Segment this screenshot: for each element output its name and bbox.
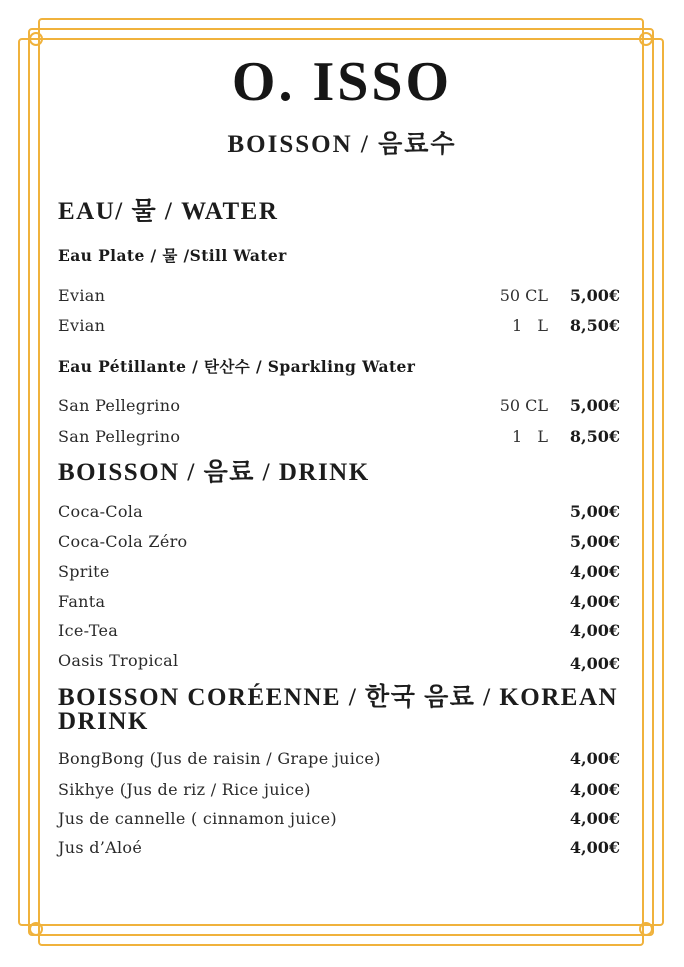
item-size: 50 CL xyxy=(499,396,548,415)
item-price: 5,00€ xyxy=(569,532,620,551)
menu-subtitle: BOISSON / 음료수 xyxy=(227,131,457,158)
item-name: Fanta xyxy=(58,592,106,611)
item-name: Jus d’Aloé xyxy=(58,838,143,857)
item-size: 1 L xyxy=(511,316,548,335)
item-name: Evian xyxy=(58,316,106,335)
menu-item-row xyxy=(58,532,620,552)
item-price: 5,00€ xyxy=(569,286,620,305)
item-price: 8,50€ xyxy=(569,427,620,446)
section-heading-drink: BOISSON / 음료 / DRINK xyxy=(58,459,370,486)
menu-item-row xyxy=(58,396,620,416)
item-name: Oasis Tropical xyxy=(58,651,179,670)
item-price: 4,00€ xyxy=(569,654,620,673)
menu-item-row xyxy=(58,838,620,858)
menu-item-row xyxy=(58,651,620,671)
item-price: 4,00€ xyxy=(569,749,620,768)
menu-item-row xyxy=(58,592,620,612)
item-price: 5,00€ xyxy=(569,396,620,415)
item-name: Jus de cannelle ( cinnamon juice) xyxy=(58,809,337,828)
menu-item-row xyxy=(58,809,620,829)
restaurant-name: O. ISSO xyxy=(231,51,453,113)
heading-line: BOISSON CORÉENNE / 한국 음료 / KOREAN xyxy=(58,684,619,711)
item-name: Coca-Cola Zéro xyxy=(58,532,188,551)
menu-item-row xyxy=(58,749,620,769)
item-price: 4,00€ xyxy=(569,838,620,857)
menu-item-row xyxy=(58,316,620,336)
menu-item-row xyxy=(58,427,620,447)
section-heading-korean-drink xyxy=(58,686,618,734)
item-price: 4,00€ xyxy=(569,592,620,611)
item-price: 4,00€ xyxy=(569,780,620,799)
item-name: Evian xyxy=(58,286,106,305)
item-size: 1 L xyxy=(511,427,548,446)
heading-line: DRINK xyxy=(58,708,149,735)
item-name: San Pellegrino xyxy=(58,427,181,446)
subheading-sparkling-water: Eau Pétillante / 탄산수 / Sparkling Water xyxy=(58,357,416,376)
menu-item-row xyxy=(58,621,620,641)
item-name: Sikhye (Jus de riz / Rice juice) xyxy=(58,780,311,799)
item-price: 8,50€ xyxy=(569,316,620,335)
item-name: San Pellegrino xyxy=(58,396,181,415)
menu-item-row xyxy=(58,780,620,800)
item-name: Coca-Cola xyxy=(58,502,144,521)
item-price: 4,00€ xyxy=(569,562,620,581)
item-size: 50 CL xyxy=(499,286,548,305)
subheading-still-water: Eau Plate / 물 /Still Water xyxy=(58,246,287,265)
section-heading-water: EAU/ 물 / WATER xyxy=(58,198,279,225)
menu-item-row xyxy=(58,562,620,582)
item-price: 4,00€ xyxy=(569,621,620,640)
item-name: Sprite xyxy=(58,562,110,581)
item-name: Ice-Tea xyxy=(58,621,119,640)
item-price: 4,00€ xyxy=(569,809,620,828)
menu-item-row xyxy=(58,286,620,306)
item-price: 5,00€ xyxy=(569,502,620,521)
item-name: BongBong (Jus de raisin / Grape juice) xyxy=(58,749,381,768)
menu-item-row xyxy=(58,502,620,522)
